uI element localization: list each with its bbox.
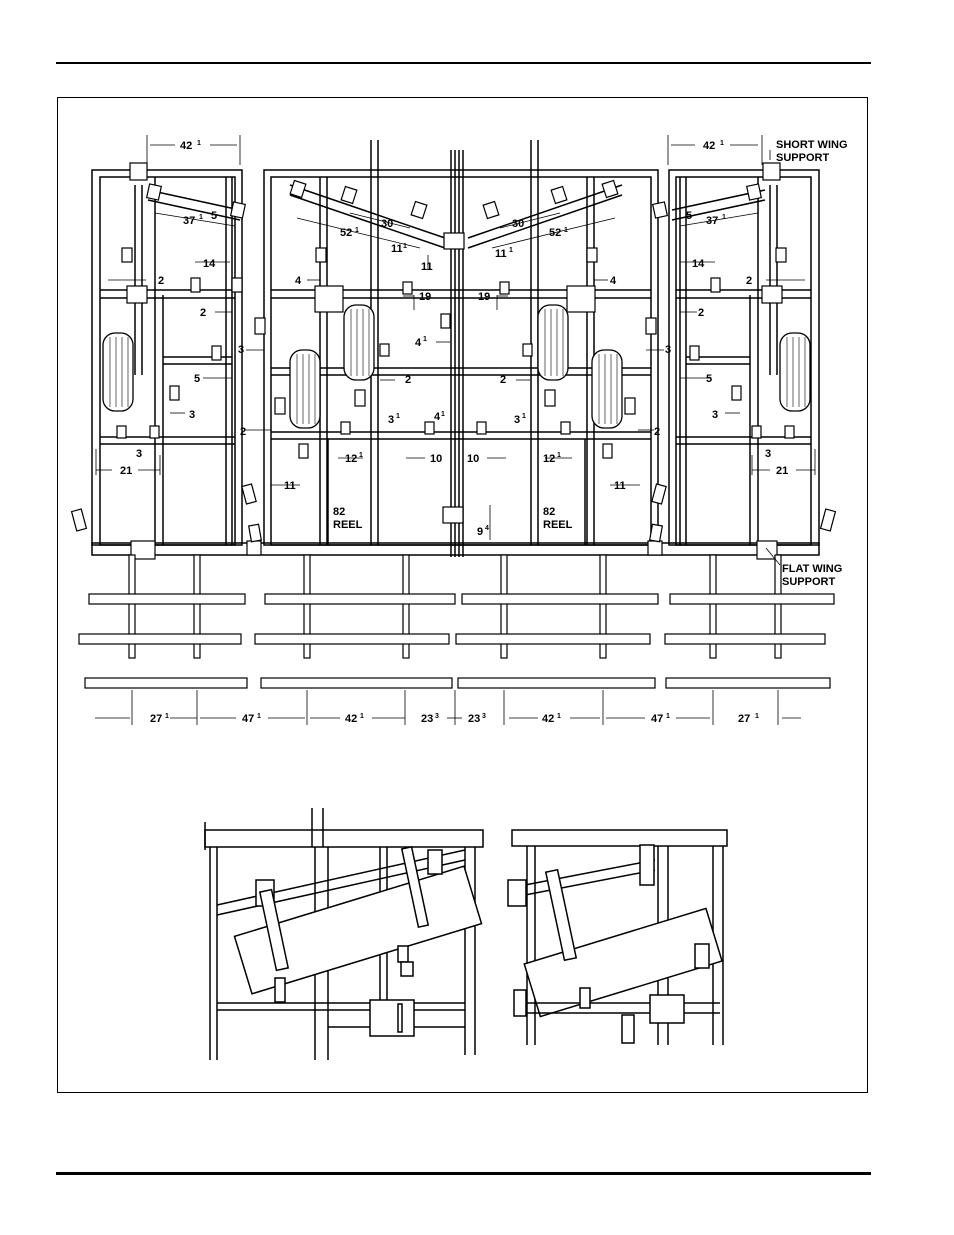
- dim-center-52-left: 52: [340, 227, 353, 239]
- dim-left-11: 11: [284, 480, 296, 492]
- dim-right-2b: 2: [698, 307, 705, 319]
- dim-right-2a: 2: [746, 275, 753, 287]
- dim-bottom-47-right: 47: [651, 713, 664, 725]
- dim-center-12-right: 12: [543, 453, 556, 465]
- label-reel-right-1: 82: [543, 506, 556, 518]
- frac: 1: [441, 411, 445, 418]
- frac: 1: [359, 452, 363, 459]
- frac: 1: [720, 140, 724, 147]
- dim-center-10-right: 10: [467, 453, 480, 465]
- dim-left-2b: 2: [200, 307, 207, 319]
- frac: 1: [165, 713, 169, 720]
- label-flat-wing-support-1: FLAT WING: [782, 563, 843, 575]
- dim-bottom-23-left: 23: [421, 713, 434, 725]
- dim-right-21: 21: [776, 465, 789, 477]
- dim-inner-4-left: 4: [434, 411, 441, 423]
- dim-left-5b: 5: [194, 373, 201, 385]
- dim-right-3c: 3: [765, 448, 772, 460]
- dim-right-2c: 2: [654, 426, 661, 438]
- dim-center-4half: 4: [415, 337, 422, 349]
- dim-center-9: 9: [477, 526, 484, 538]
- dim-right-3b: 3: [712, 409, 719, 421]
- frac: 1: [396, 413, 400, 420]
- dim-center-11f-right: 11: [495, 248, 507, 260]
- dim-left-2c: 2: [240, 426, 247, 438]
- dim-center-52-right: 52: [549, 227, 562, 239]
- detail-view-right: [508, 830, 727, 1045]
- dim-inner-3-left: 3: [388, 414, 395, 426]
- dim-right-37: 37: [706, 215, 719, 227]
- label-short-wing-support-2: SUPPORT: [776, 152, 830, 164]
- frac: 4: [485, 525, 489, 532]
- frac: 1: [355, 227, 359, 234]
- dim-top-left-42: 42: [180, 140, 193, 152]
- frac: 3: [435, 713, 439, 720]
- frac: 1: [522, 413, 526, 420]
- dim-center-11: 11: [421, 261, 433, 273]
- dim-center-2-left: 2: [405, 374, 412, 386]
- dim-left-2a: 2: [158, 275, 165, 287]
- dim-right-11: 11: [614, 480, 626, 492]
- dim-center-12-left: 12: [345, 453, 358, 465]
- wheel-treads: [110, 309, 805, 424]
- dim-center-30-left: 30: [381, 218, 394, 230]
- harrow-bars: [79, 594, 834, 688]
- dim-center-10-left: 10: [430, 453, 443, 465]
- frac: 1: [360, 713, 364, 720]
- dim-center-19-right: 19: [478, 291, 491, 303]
- dim-left-3a: 3: [238, 344, 245, 356]
- label-short-wing-support-1: SHORT WING: [776, 139, 848, 151]
- dim-right-5b: 5: [706, 373, 713, 385]
- dim-center-30-right: 30: [512, 218, 525, 230]
- dim-bottom-42-left: 42: [345, 713, 358, 725]
- dim-center-4-right: 4: [610, 275, 617, 287]
- dim-left-14: 14: [203, 258, 216, 270]
- frac: 1: [509, 247, 513, 254]
- dim-center-19-left: 19: [419, 291, 432, 303]
- dim-inner-3-right: 3: [514, 414, 521, 426]
- dim-center-11f-left: 11: [391, 243, 403, 255]
- frac: 1: [403, 243, 407, 250]
- dim-top-right-42: 42: [703, 140, 716, 152]
- dim-left-3c: 3: [136, 448, 143, 460]
- dim-center-4-left: 4: [295, 275, 302, 287]
- dim-right-14: 14: [692, 258, 705, 270]
- dim-bottom-42-right: 42: [542, 713, 555, 725]
- dim-right-5: 5: [686, 210, 693, 222]
- frac: 1: [564, 227, 568, 234]
- dim-bottom-27-left: 27: [150, 713, 163, 725]
- dim-bottom-23-right: 23: [468, 713, 481, 725]
- label-reel-left-2: REEL: [333, 519, 363, 531]
- main-frame-drawing: [92, 140, 819, 557]
- frac: 1: [197, 140, 201, 147]
- frac: 1: [557, 713, 561, 720]
- dim-left-5: 5: [211, 210, 218, 222]
- gauge-wheels: [103, 305, 810, 428]
- frac: 1: [755, 713, 759, 720]
- dim-right-3a: 3: [665, 344, 672, 356]
- detail-view-left: [205, 808, 483, 1060]
- dim-left-3b: 3: [189, 409, 196, 421]
- frac: 1: [423, 336, 427, 343]
- dim-left-37: 37: [183, 215, 196, 227]
- dim-bottom-47-left: 47: [242, 713, 255, 725]
- frac: 1: [722, 214, 726, 221]
- frac: 1: [666, 713, 670, 720]
- dim-bottom-27-right: 27: [738, 713, 751, 725]
- frac: 1: [557, 452, 561, 459]
- frac: 1: [199, 214, 203, 221]
- label-reel-left-1: 82: [333, 506, 346, 518]
- label-reel-right-2: REEL: [543, 519, 573, 531]
- dim-center-2-right: 2: [500, 374, 507, 386]
- frac: 3: [482, 713, 486, 720]
- dim-left-21: 21: [120, 465, 133, 477]
- frac: 1: [257, 713, 261, 720]
- label-flat-wing-support-2: SUPPORT: [782, 576, 836, 588]
